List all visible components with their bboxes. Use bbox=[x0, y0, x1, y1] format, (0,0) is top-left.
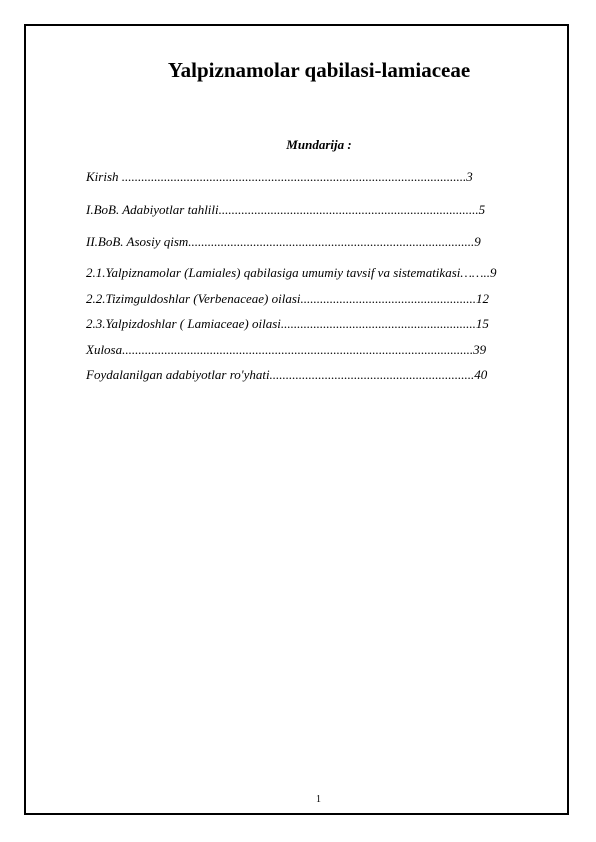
document-title: Yalpiznamolar qabilasi-lamiaceae bbox=[167, 58, 471, 82]
toc-entry-section-2-1: 2.1.Yalpiznamolar (Lamiales) qabilasiga umumiy tavsif va sistematikasi……..9 bbox=[86, 265, 497, 280]
page-number: 1 bbox=[316, 794, 321, 805]
toc-entry-chapter-2: II.BoB. Asosiy qism........................................................................................9 bbox=[86, 234, 481, 249]
toc-heading: Mundarija : bbox=[286, 137, 352, 152]
toc-entry-section-2-3: 2.3.Yalpizdoshlar ( Lamiaceae) oilasi............................................................15 bbox=[86, 316, 489, 331]
toc-entry-chapter-1: I.BoB. Adabiyotlar tahlili................................................................................5 bbox=[86, 202, 486, 217]
toc-entry-introduction: Kirish ..........................................................................................................3 bbox=[86, 169, 473, 184]
toc-entry-conclusion: Xulosa............................................................................................................39 bbox=[86, 342, 487, 357]
toc-entry-references: Foydalanilgan adabiyotlar ro'yhati...............................................................40 bbox=[86, 367, 488, 382]
toc-entry-section-2-2: 2.2.Tizimguldoshlar (Verbenaceae) oilasi......................................................12 bbox=[86, 291, 489, 306]
